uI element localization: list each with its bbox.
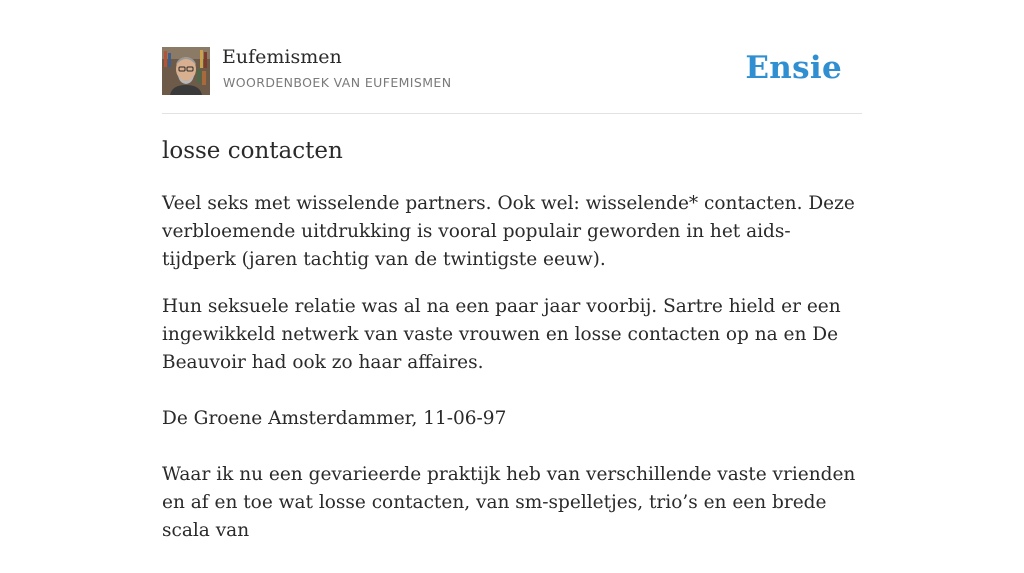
example-quote: Hun seksuele relatie was al na een paar jaar voorbij. Sartre hield er een ingewikkeld netwerk van vaste vrouwen en losse contacten op na en De Beauvoir had ook zo haar affaires. — [162, 296, 841, 373]
header-divider — [162, 113, 862, 114]
avatar-photo-icon — [162, 47, 210, 95]
quote-source: De Groene Amsterdammer, 11-06-97 — [162, 408, 507, 429]
site-name[interactable]: Eufemismen — [222, 46, 342, 68]
entry-content — [162, 190, 864, 573]
example-quote: Waar ik nu een gevarieerde praktijk heb van verschillende vaste vrienden en af en toe wat losse contacten, van sm-spelletjes, trio’s en een brede scala van — [162, 464, 856, 541]
ensie-logo[interactable]: Ensie — [745, 50, 842, 86]
entry-title: losse contacten — [162, 138, 343, 164]
author-avatar[interactable] — [162, 47, 210, 95]
site-subtitle: WOORDENBOEK VAN EUFEMISMEN — [223, 75, 452, 90]
entry-definition: Veel seks met wisselende partners. Ook wel: wisselende* contacten. Deze verbloemende uitdrukking is vooral populair geworden in het aids-tijdperk (jaren tachtig van de twintigste eeuw). — [162, 193, 855, 270]
header — [162, 46, 862, 98]
